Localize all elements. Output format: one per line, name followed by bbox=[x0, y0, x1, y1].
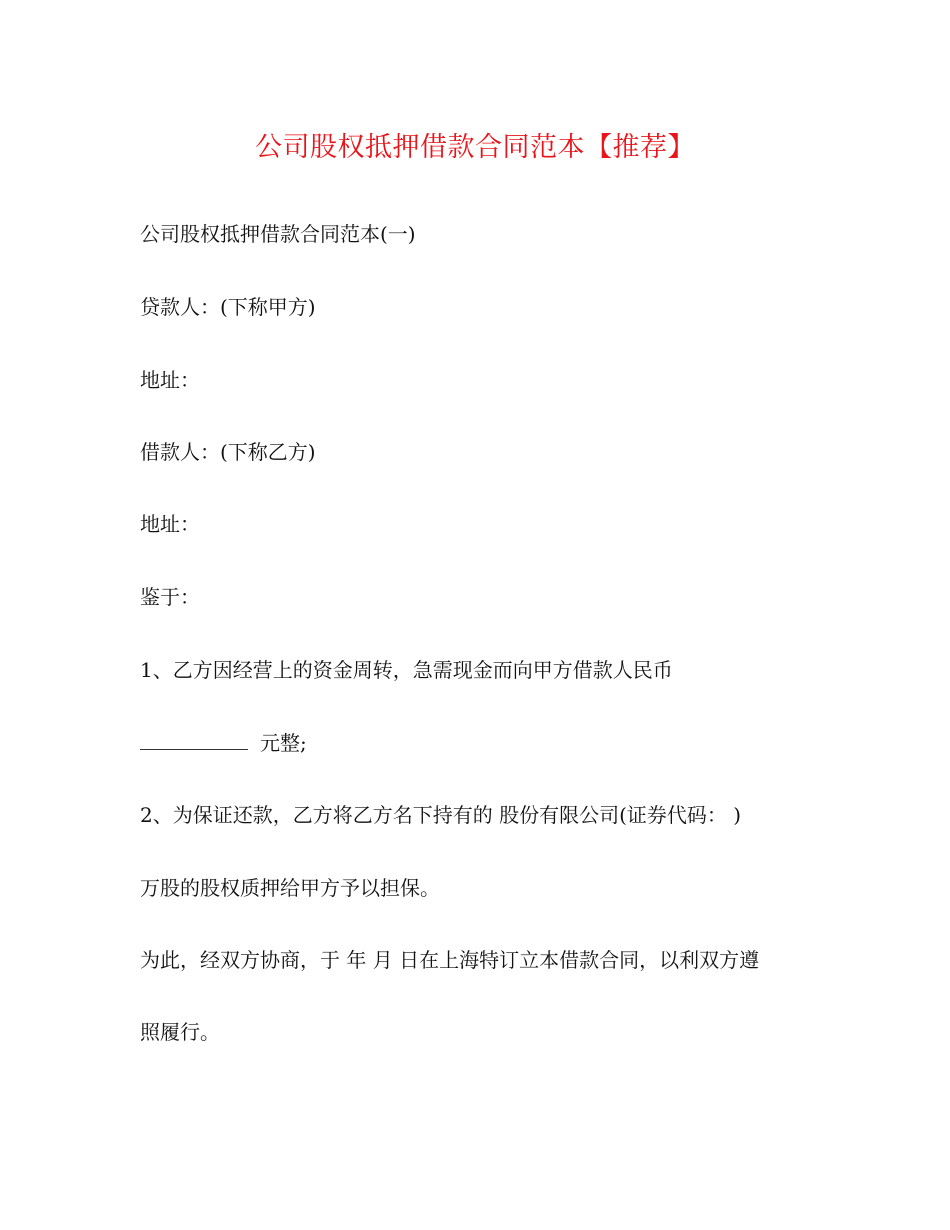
amount-line bbox=[140, 728, 307, 758]
clause-2-continued-line: 万股的股权质押给甲方予以担保。 bbox=[140, 876, 440, 900]
amount-suffix: 元整; bbox=[260, 731, 307, 755]
document-title: 公司股权抵押借款合同范本【推荐】 bbox=[255, 132, 695, 163]
amount-blank bbox=[140, 731, 248, 750]
agreement-continued-line: 照履行。 bbox=[140, 1020, 220, 1044]
borrower-address-line: 地址： bbox=[140, 512, 200, 536]
contract-subtitle: 公司股权抵押借款合同范本(一) bbox=[140, 222, 416, 246]
clause-1-line: 1、乙方因经营上的资金周转，急需现金而向甲方借款人民币 bbox=[140, 658, 673, 682]
borrower-line: 借款人：(下称乙方) bbox=[140, 440, 316, 464]
whereas-line: 鉴于： bbox=[140, 585, 200, 609]
lender-line: 贷款人：(下称甲方) bbox=[140, 295, 316, 319]
lender-address-line: 地址： bbox=[140, 368, 200, 392]
agreement-line: 为此，经双方协商，于 年 月 日在上海特订立本借款合同，以利双方遵 bbox=[140, 948, 760, 972]
clause-2-line: 2、为保证还款，乙方将乙方名下持有的 股份有限公司(证券代码： ) bbox=[140, 803, 742, 827]
